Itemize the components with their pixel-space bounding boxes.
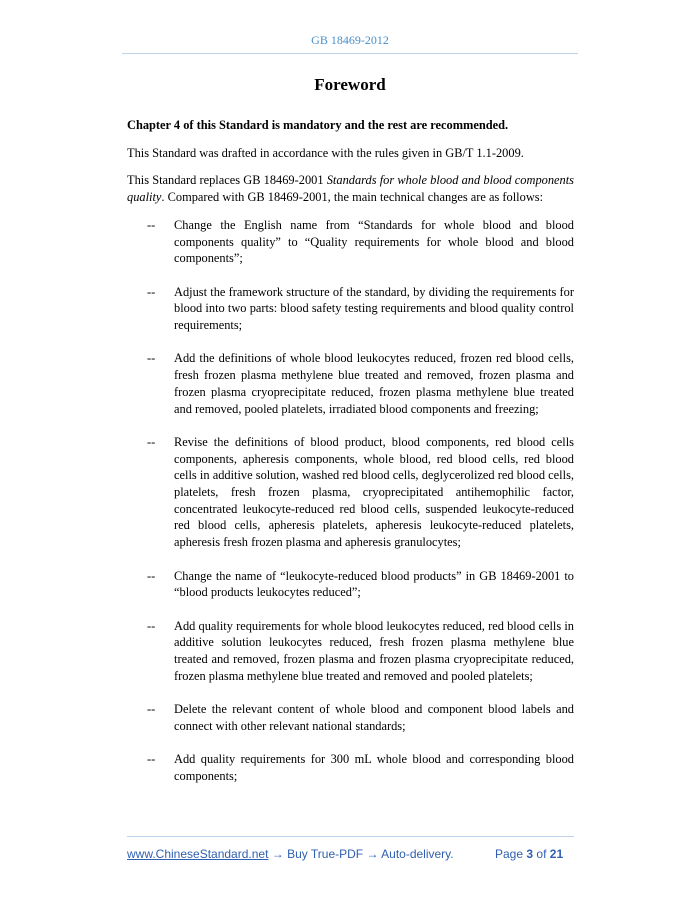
list-dash: -- (147, 702, 156, 717)
list-item-text: Add the definitions of whole blood leukocytes reduced, frozen red blood cells, fresh frozen plasma methylene blue treated and removed, frozen plasma and frozen plasma cryoprecipitate reduced, frozen plasma methylene blue treated and removed, pooled platelets, irradiated blood components and freezing; (174, 351, 574, 416)
site-link[interactable]: www.ChineseStandard.net (127, 847, 269, 861)
list-dash: -- (147, 568, 156, 583)
page-of: of (536, 847, 547, 861)
list-item-text: Change the English name from “Standards for whole blood and blood components quality” to “Quality requirements for whole blood and blood components”; (174, 217, 574, 266)
list-dash: -- (147, 752, 156, 767)
footer-promo (127, 847, 454, 861)
list-item-text: Adjust the framework structure of the standard, by dividing the requirements for blood into two parts: blood safety testing requirements and blood quality control requirements; (174, 284, 574, 333)
mandatory-statement: Chapter 4 of this Standard is mandatory and the rest are recommended. (127, 118, 509, 132)
auto-delivery-text: Auto-delivery. (381, 847, 454, 861)
replacement-text-1: This Standard replaces GB 18469-2001 (127, 173, 327, 188)
list-item-text: Delete the relevant content of whole blood and component blood labels and connect with other relevant national standards; (174, 702, 574, 733)
arrow-right-icon: → (363, 847, 382, 861)
body-text (127, 117, 574, 801)
list-item-text: Add quality requirements for whole blood leukocytes reduced, red blood cells in additive solution leukocytes reduced, fresh frozen plasma methylene blue treated and removed, frozen plasma and frozen plasma cryoprecipitate reduced, frozen plasma methylene blue treated and removed and pooled platelets; (174, 618, 574, 683)
list-dash: -- (147, 217, 156, 232)
page-title: Foreword (314, 75, 386, 94)
list-item-text: Revise the definitions of blood product, blood components, red blood cells components, apheresis components, whole blood, red blood cells, red blood cells in additive solution, washed red blood cells, deglycerolized red blood cells, platelets, fresh frozen plasma, cryoprecipitated antihemophilic factor, concentrated leukocyte-reduced red blood cells, suspended leukocyte-reduced red blood cells, apheresis platelets, apheresis leukocyte-reduced platelets, apheresis fresh frozen plasma and apheresis granulocytes; (174, 434, 574, 550)
header-rule (122, 53, 578, 54)
list-item (127, 751, 574, 784)
buy-pdf-text: Buy True-PDF (287, 847, 364, 861)
drafting-statement: This Standard was drafted in accordance with the rules given in GB/T 1.1-2009. (127, 145, 524, 160)
list-item (127, 284, 574, 334)
list-item-text: Change the name of “leukocyte-reduced blood products” in GB 18469-2001 to “blood products leukocytes reduced”; (174, 568, 574, 600)
page-total: 21 (549, 847, 564, 861)
list-dash: -- (147, 434, 156, 449)
page-current: 3 (526, 847, 534, 861)
page-word: Page (495, 847, 524, 861)
footer-rule (127, 836, 574, 837)
list-item (127, 701, 574, 734)
replacement-text-2: . Compared with GB 18469-2001, the main technical changes are as follows: (161, 190, 544, 205)
list-item (127, 350, 574, 417)
running-header: GB 18469-2012 (311, 33, 389, 47)
list-dash: -- (147, 618, 156, 633)
list-item (127, 434, 574, 551)
arrow-right-icon: → (268, 847, 288, 861)
list-dash: -- (147, 284, 156, 299)
replaced-standard-title: Standards for whole blood and blood components quality (127, 173, 574, 205)
list-item (127, 618, 574, 685)
page-number (495, 847, 563, 861)
technical-changes-list (127, 217, 574, 785)
list-item (127, 217, 574, 267)
list-item (127, 568, 574, 601)
list-dash: -- (147, 351, 156, 366)
replacement-statement (127, 172, 574, 205)
list-item-text: Add quality requirements for 300 mL whole blood and corresponding blood components; (174, 752, 574, 783)
